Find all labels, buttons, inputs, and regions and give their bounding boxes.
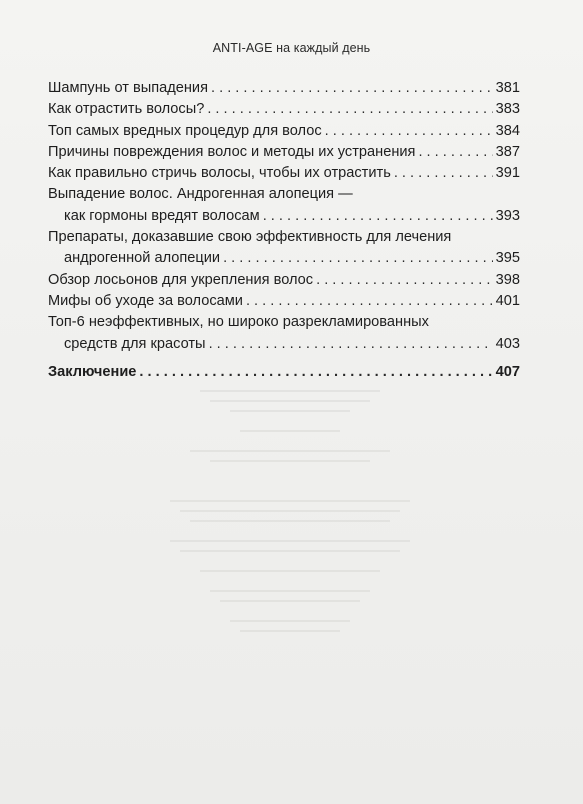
toc-entry-title: Шампунь от выпадения [48,80,208,96]
toc-page-number: 381 [495,80,520,96]
toc-page-number: 395 [495,250,520,267]
dot-leader [211,78,493,99]
toc-page-number: 398 [495,271,520,288]
toc-entry-title: Как отрастить волосы? [48,101,205,118]
dot-leader [207,99,492,120]
toc-page-number: 391 [495,165,520,182]
toc-page-number: 387 [495,143,520,160]
toc-page-number: 403 [495,335,520,352]
toc-entry-title-continued: андрогенной алопеции [64,250,221,267]
dot-leader [316,270,493,291]
toc-entry[interactable] [48,291,520,312]
toc-page-number: 384 [495,122,520,139]
dot-leader [139,362,492,383]
toc-entry-title: Мифы об уходе за волосами [48,292,243,309]
toc-entry[interactable] [48,227,520,270]
toc-entry-title: Топ-6 неэффективных, но широко разрекламированных [48,314,429,331]
toc-entry[interactable] [48,184,520,227]
dot-leader [418,142,492,163]
toc-entry[interactable] [48,312,520,355]
toc-entry[interactable] [48,270,520,291]
toc-entry-title: Выпадение волос. Андрогенная алопеция — [48,186,353,203]
toc-conclusion-title: Заключение [48,363,137,380]
table-of-contents [48,78,520,383]
toc-entry-title-continued: средств для красоты [64,335,206,352]
toc-entry-title: Как правильно стричь волосы, чтобы их отрастить [48,165,391,182]
toc-page-number: 407 [495,363,520,380]
dot-leader [209,334,493,355]
dot-leader [263,206,493,227]
toc-entry[interactable] [48,78,520,99]
toc-page-number: 401 [495,292,520,309]
toc-entry-title: Причины повреждения волос и методы их устранения [48,143,416,160]
dot-leader [325,121,493,142]
toc-entry[interactable] [48,142,520,163]
running-head: ANTI-AGE на каждый день [212,41,371,55]
toc-entry[interactable] [48,99,520,120]
toc-entry[interactable] [48,163,520,184]
toc-entry-conclusion[interactable] [48,362,520,383]
toc-entry-title: Топ самых вредных процедур для волос [48,122,322,139]
toc-page-number: 383 [495,101,520,118]
show-through-lines-graphic [170,390,410,650]
dot-leader [394,163,493,184]
toc-entry-title-continued: как гормоны вредят волосам [64,207,260,224]
toc-entry-title: Обзор лосьонов для укрепления волос [48,271,314,288]
toc-page-number: 393 [495,207,520,224]
dot-leader [223,248,493,269]
show-through-texture [170,390,410,650]
dot-leader [246,291,493,312]
toc-entry-title: Препараты, доказавшие свою эффективность для лечения [48,229,452,246]
toc-entry[interactable] [48,121,520,142]
